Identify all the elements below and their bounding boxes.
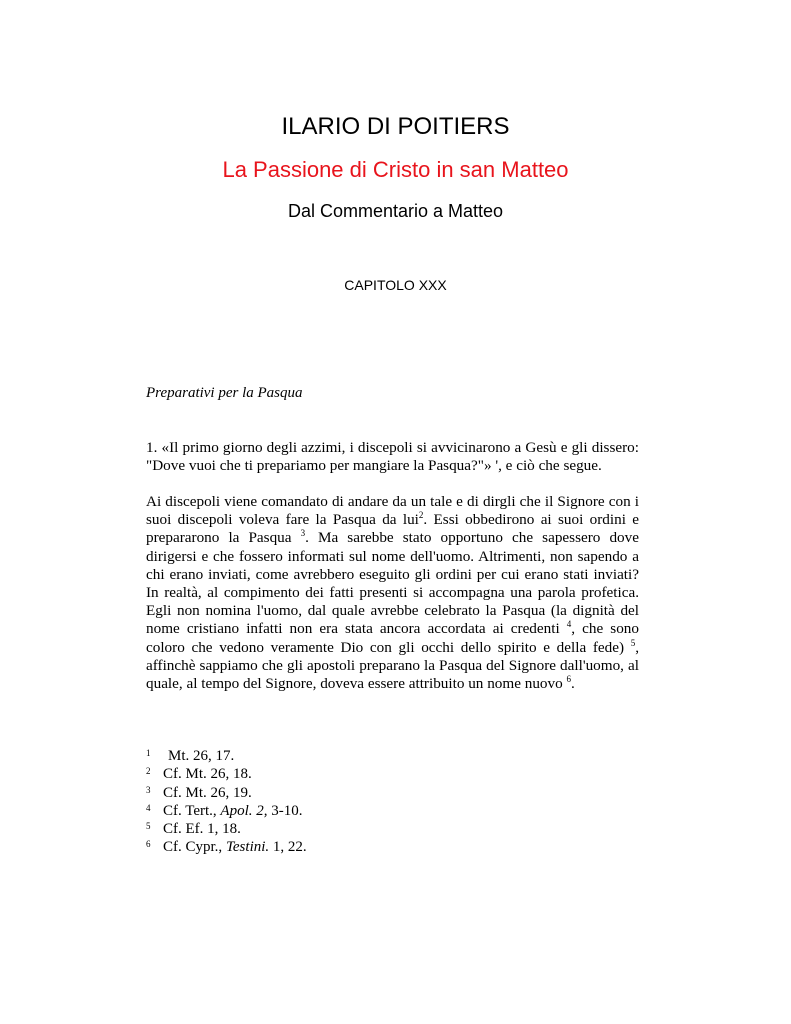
footnote-ref: 2: [418, 510, 424, 521]
footnote-text: Mt. 26, 17.: [168, 748, 235, 764]
footnote-text-part: 1, 22.: [269, 839, 307, 856]
paragraph-1: 1. «Il primo giorno degli azzimi, i discepoli si avvicinarono a Gesù e gli dissero: "Dove vuoi che ti prepariamo per mangiare la Pasqua?"» ', e ciò che segue.: [146, 439, 639, 475]
footnote-item: [146, 784, 307, 802]
footnote-number: 2: [146, 766, 151, 777]
footnotes: [146, 747, 307, 857]
footnote-number: 4: [146, 802, 151, 813]
paragraph-text: , che sono coloro che vedono veramente Dio con gli occhi dello spirito e della fede): [146, 620, 639, 656]
footnote-italic-title: Testini.: [225, 839, 270, 856]
footnote-number: 3: [146, 784, 151, 795]
footnote-item: [146, 838, 307, 856]
paragraph-2: [146, 493, 639, 693]
footnote-item: [146, 820, 307, 838]
paragraph-text: . Ma sarebbe stato opportuno che sapessero dove dirigersi e che fossero informati sul nome dell'uomo. Altrimenti, non sapendo a chi erano inviati, come avrebbero eseguito gli ordini per cui erano stati inviati? In realtà, al compimento dei fatti presenti si accompagna una parola profetica. Egli non nomina l'uomo, dal quale avrebbe celebrato la Pasqua (la dignità del nome cristiano infatti non era stata ancora accordata ai credenti: [146, 529, 639, 638]
footnote-ref: 4: [566, 619, 572, 630]
footnote-italic-title: Apol. 2,: [220, 802, 268, 819]
footnote-ref: 5: [630, 637, 636, 648]
footnote-text: Cf. Ef. 1, 18.: [163, 821, 241, 838]
footnote-item: [146, 747, 307, 765]
document-title: La Passione di Cristo in san Matteo: [222, 157, 569, 182]
paragraph-text: .: [571, 675, 575, 693]
footnote-text: [163, 802, 303, 820]
footnote-text-part: Cf. Cypr.,: [163, 839, 226, 856]
footnote-text: Cf. Mt. 26, 19.: [163, 784, 252, 801]
footnote-text-part: Cf. Tert.,: [163, 802, 221, 819]
paragraph-text: . Essi obbedirono ai suoi ordini e prepararono la Pasqua: [146, 511, 639, 547]
source-subtitle: Dal Commentario a Matteo: [287, 201, 504, 221]
paragraph-text: Ai discepoli viene comandato di andare da un tale e di dirgli che il Signore con i suoi discepoli voleva fare la Pasqua da lui: [146, 493, 639, 529]
footnote-text-part: 3-10.: [267, 802, 303, 819]
footnote-item: [146, 802, 307, 820]
footnote-text: [163, 838, 307, 856]
footnote-number: 5: [146, 821, 151, 832]
footnote-number: 6: [146, 839, 151, 850]
chapter-heading: CAPITOLO XXX: [344, 277, 447, 293]
footnote-ref: 6: [566, 673, 572, 684]
section-heading: Preparativi per la Pasqua: [146, 385, 303, 401]
footnote-item: [146, 765, 307, 783]
footnote-text: Cf. Mt. 26, 18.: [163, 766, 252, 783]
author-heading: ILARIO DI POITIERS: [281, 113, 510, 140]
footnote-ref: 3: [300, 528, 306, 539]
footnote-number: 1: [146, 748, 151, 758]
paragraph-text: , affinchè sappiamo che gli apostoli preparano la Pasqua del Signore dall'uomo, al quale, al tempo del Signore, doveva essere attribuito un nome nuovo: [146, 638, 639, 693]
